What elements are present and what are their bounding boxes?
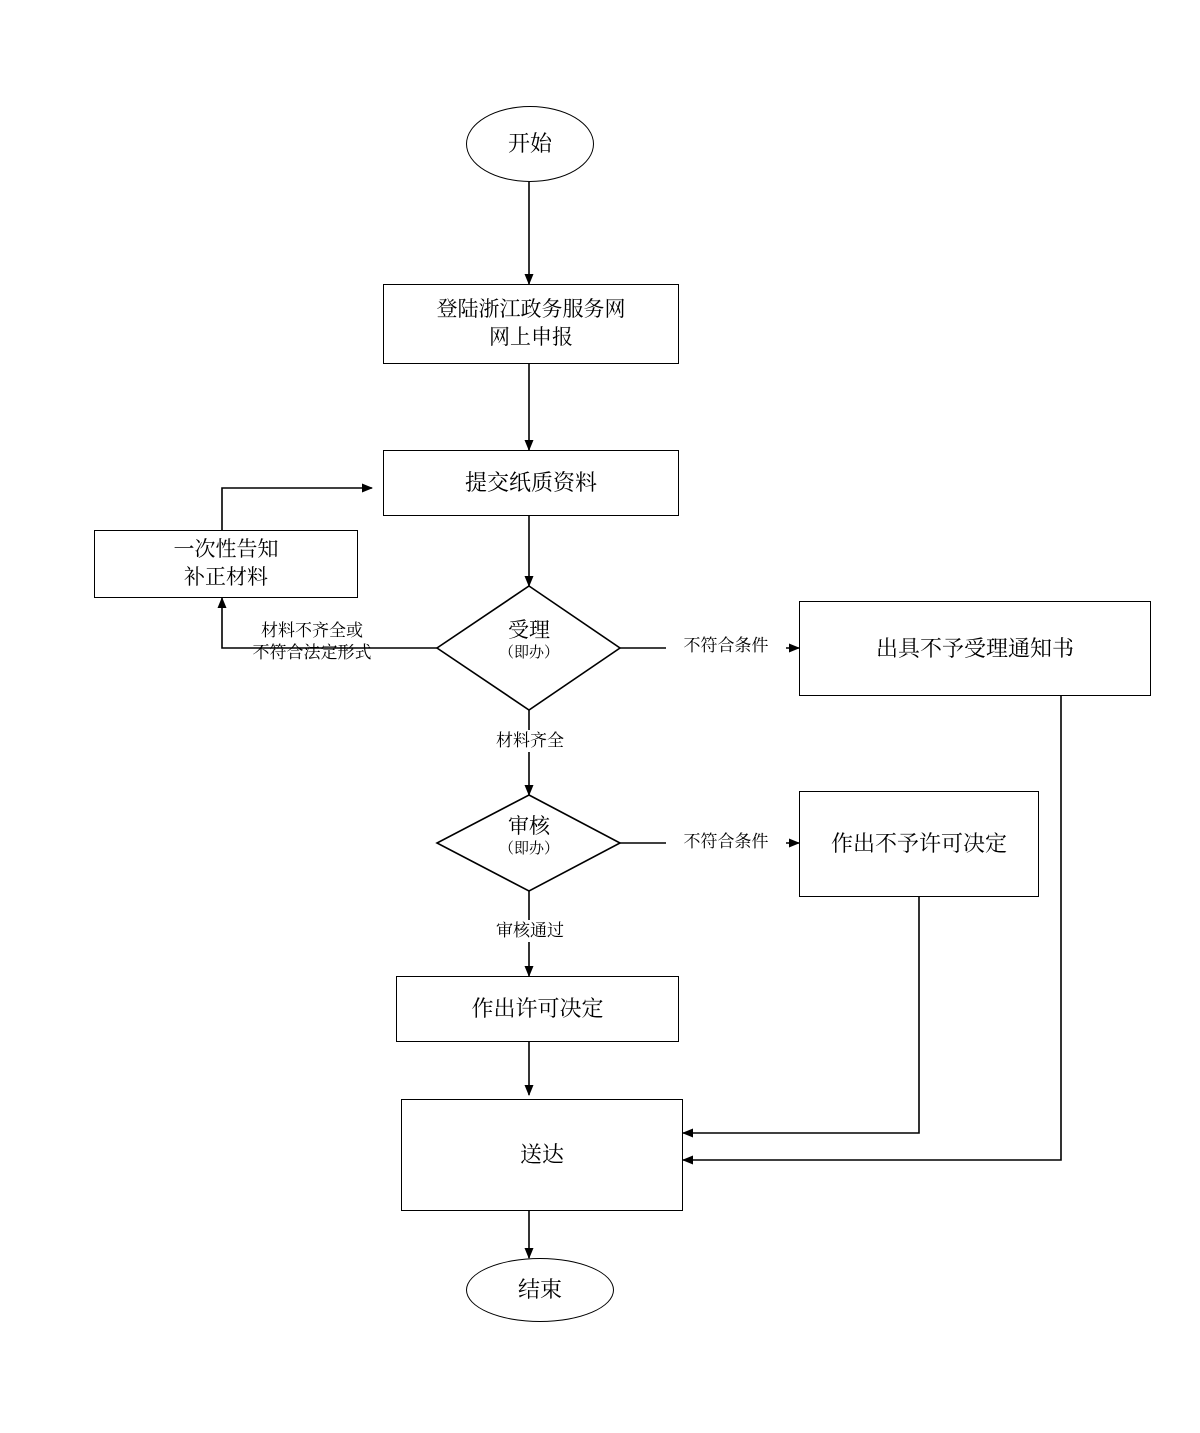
node-end-label: 结束 (517, 1277, 562, 1303)
node-online-application (383, 284, 679, 364)
edge-label-not-qualified-accept: 不符合条件 (666, 635, 786, 657)
node-one-time-notice-line1: 一次性告知 (173, 537, 279, 561)
node-end (466, 1258, 614, 1322)
node-review (459, 814, 599, 859)
edge-label-incomplete-materials (228, 620, 396, 664)
node-start-label: 开始 (507, 131, 552, 157)
edge-label-incomplete-materials-line1: 材料不齐全或 (261, 621, 363, 640)
node-deliver-label: 送达 (519, 1142, 564, 1168)
node-start (466, 106, 594, 182)
node-online-application-line1: 登陆浙江政务服务网 (436, 297, 626, 321)
node-no-permit-decision (799, 791, 1039, 897)
node-permit-decision (396, 976, 679, 1042)
node-submit-paper (383, 450, 679, 516)
node-one-time-notice (94, 530, 358, 598)
edge-label-incomplete-materials-line2: 不符合法定形式 (252, 643, 372, 663)
node-one-time-notice-line2: 补正材料 (184, 566, 268, 589)
node-review-label: 审核 (508, 815, 550, 838)
node-review-sublabel: （即办） (498, 840, 559, 858)
edge-label-not-qualified-review: 不符合条件 (666, 831, 786, 853)
node-accept-label: 受理 (508, 619, 550, 642)
node-submit-paper-label: 提交纸质资料 (464, 470, 597, 496)
node-reject-acceptance-notice (799, 601, 1151, 696)
node-permit-decision-label: 作出许可决定 (471, 996, 604, 1022)
node-accept-sublabel: （即办） (498, 644, 559, 662)
node-deliver (401, 1099, 683, 1211)
node-online-application-line2: 网上申报 (489, 326, 573, 349)
node-reject-acceptance-notice-label: 出具不予受理通知书 (875, 635, 1074, 661)
edge-label-materials-complete: 材料齐全 (470, 730, 590, 752)
edge-label-review-passed: 审核通过 (470, 920, 590, 942)
node-accept (459, 618, 599, 663)
node-no-permit-decision-label: 作出不予许可决定 (830, 831, 1007, 857)
